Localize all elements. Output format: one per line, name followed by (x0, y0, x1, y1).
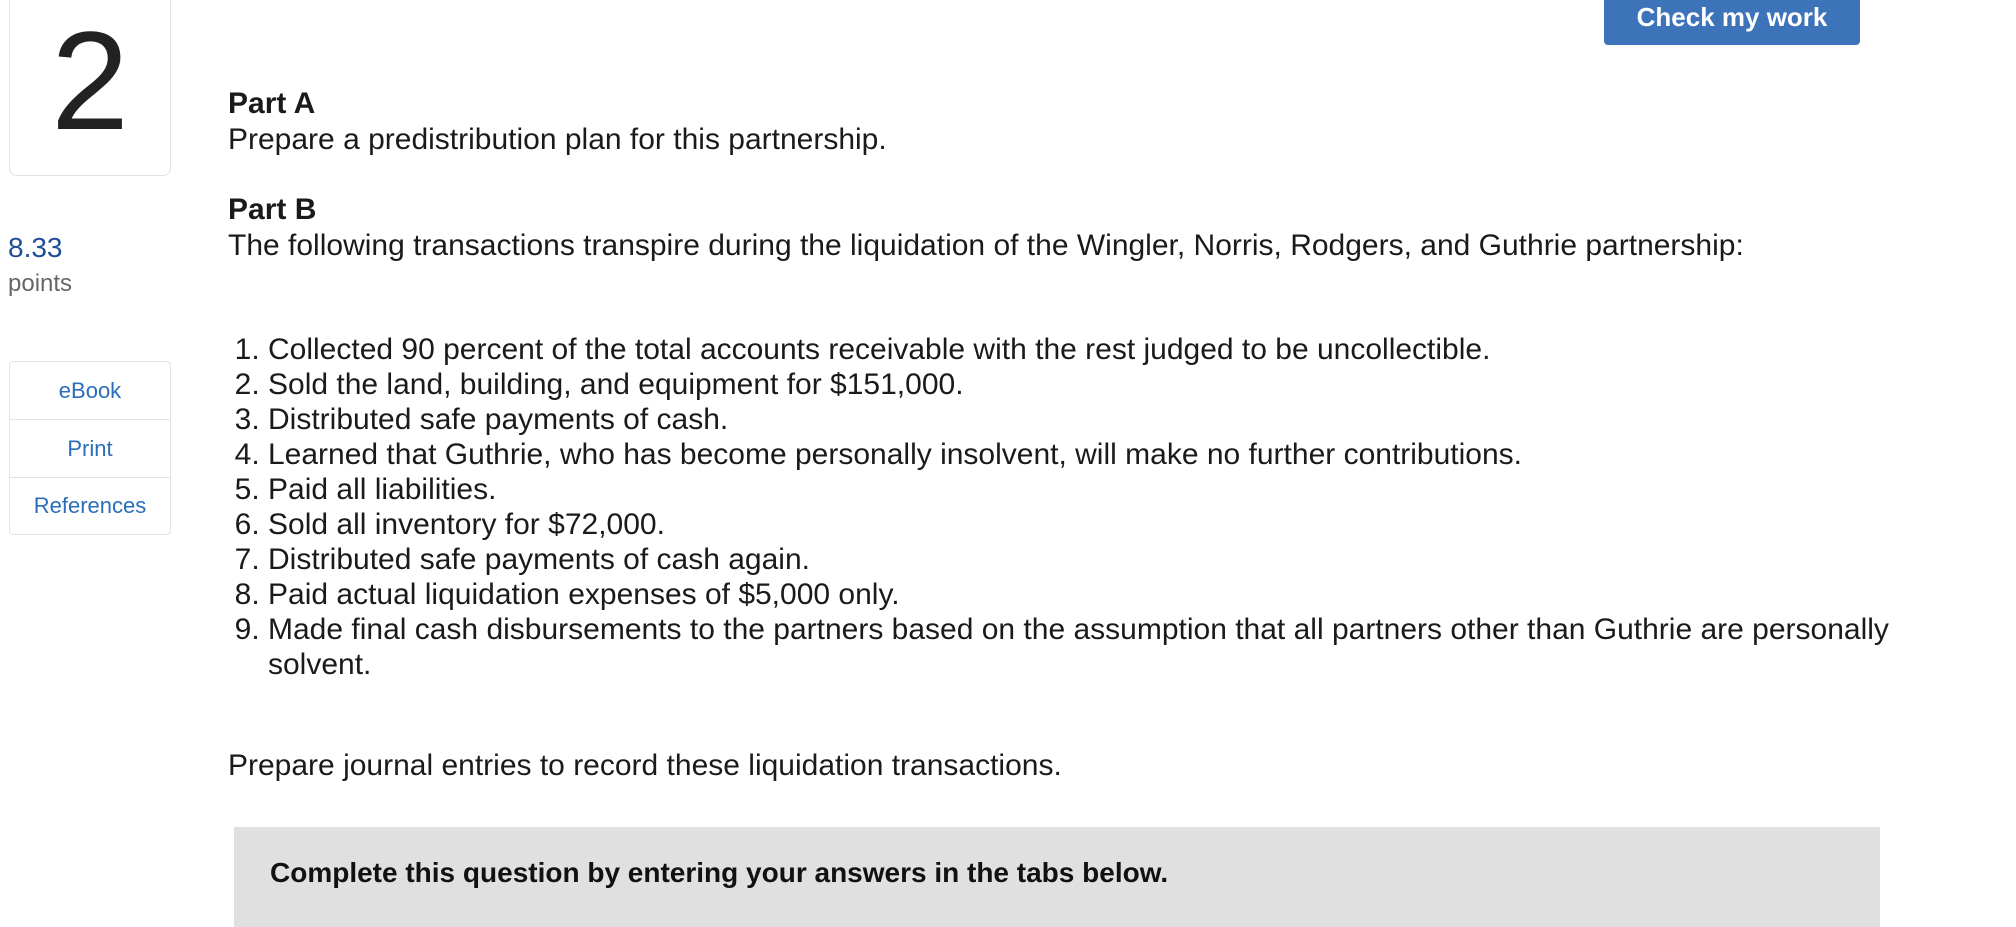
part-b-heading: Part B (228, 193, 317, 226)
transaction-item: 8. Paid actual liquidation expenses of $5,000 only. (268, 577, 1928, 612)
transaction-item: 5. Paid all liabilities. (268, 472, 1928, 507)
tabs-banner-text: Complete this question by entering your answers in the tabs below. (270, 857, 1169, 888)
transaction-item: 7. Distributed safe payments of cash again. (268, 542, 1928, 577)
part-a-section (228, 86, 1888, 158)
question-number: 2 (51, 2, 129, 159)
transaction-list (228, 332, 1928, 682)
part-a-text: Prepare a predistribution plan for this partnership. (228, 123, 887, 156)
transaction-item: 1. Collected 90 percent of the total accounts receivable with the rest judged to be uncollectible. (268, 332, 1928, 367)
question-content (228, 86, 1889, 782)
points-value: 8.33 (8, 232, 63, 263)
transaction-item: 4. Learned that Guthrie, who has become personally insolvent, will make no further contributions. (268, 437, 1928, 472)
references-link[interactable]: References (33, 493, 147, 518)
resource-menu (9, 361, 171, 535)
instruction-text: Prepare journal entries to record these liquidation transactions. (228, 749, 1062, 782)
transaction-item: 9. Made final cash disbursements to the partners based on the assumption that all partners other than Guthrie are personally solvent. (268, 612, 1928, 682)
print-link[interactable]: Print (10, 420, 170, 478)
transaction-item: 6. Sold all inventory for $72,000. (268, 507, 1928, 542)
question-number-card (9, 0, 171, 176)
points-label: points (8, 270, 73, 297)
part-b-section (228, 192, 1744, 264)
part-b-text: The following transactions transpire during the liquidation of the Wingler, Norris, Rodgers, and Guthrie partnership: (228, 229, 1744, 262)
transaction-item: 3. Distributed safe payments of cash. (268, 402, 1928, 437)
tabs-banner (234, 827, 1880, 927)
part-a-heading: Part A (228, 87, 316, 120)
ebook-link[interactable]: eBook (10, 362, 170, 420)
transaction-item: 2. Sold the land, building, and equipment for $151,000. (268, 367, 1928, 402)
check-my-work-button[interactable]: Check my work (1604, 0, 1860, 45)
